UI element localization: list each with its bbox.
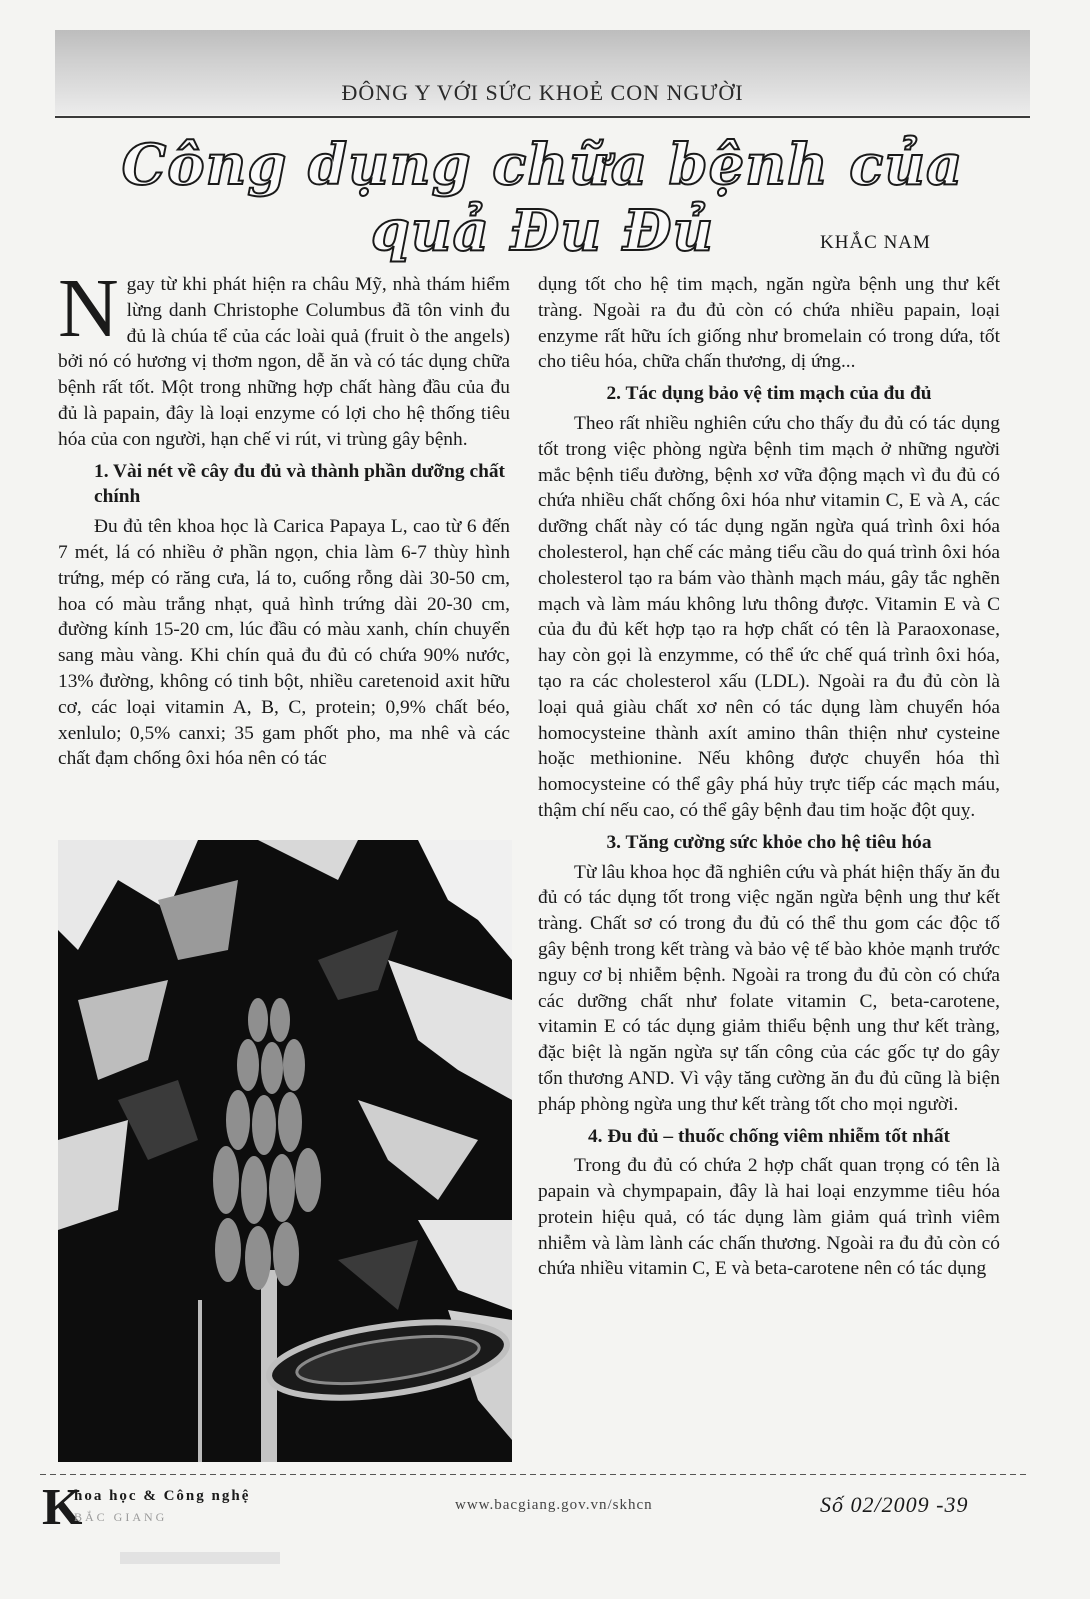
footer-rule xyxy=(40,1474,1030,1475)
logo-name: hoa học & Công nghệ xyxy=(74,1488,251,1504)
drop-cap: N xyxy=(58,262,119,355)
left-column xyxy=(58,262,510,772)
heading-1: 1. Vài nét về cây đu đủ và thành phần dưỡng chất chính xyxy=(94,460,506,508)
paragraph-0: dụng tốt cho hệ tim mạch, ngăn ngừa bệnh ung thư kết tràng. Ngoài ra đu đủ còn có chứa nhiều papain, loại enzyme rất hữu ích giống như bromelain có trong dứa, tốt cho tiêu hóa, chữa chấn thương, dị ứng... xyxy=(538,274,1000,373)
website-url: www.bacgiang.gov.vn/skhcn xyxy=(455,1497,653,1513)
heading-2: 2. Tác dụng bảo vệ tim mạch của đu đủ xyxy=(606,383,932,405)
paragraph-3: Từ lâu khoa học đã nghiên cứu và phát hiện thấy ăn đu đủ có tác dụng tốt trong việc ngăn ngừa bệnh ung thư kết tràng. Chất sơ có trong đu đủ có thể thu gom các độc tố gây bệnh trong kết tràng và bảo vệ tế bào khỏe mạnh trước nguy cơ bị nhiễm bệnh. Ngoài ra trong đu đủ còn có chứa các dưỡng chất như folate vitamin C, beta-carotene, vitamin E có tác dụng giảm thiểu bệnh ung thư kết tràng, đặc biệt là ngăn ngừa sự tấn công của các gốc tự do gây tổn thương AND. Vì vậy tăng cường ăn đu đủ cũng là biện pháp phòng ngừa ung thư kết tràng tốt cho mọi người. xyxy=(538,861,1000,1115)
article-title: Công dụng chữa bệnh của quả Đu Đủ xyxy=(121,132,964,264)
logo-subtitle: BẮC GIANG xyxy=(74,1510,168,1524)
papaya-tree-image xyxy=(58,840,512,1462)
logo-letter: K xyxy=(42,1479,83,1536)
right-column xyxy=(538,272,1000,1282)
author-name: KHẮC NAM xyxy=(820,232,931,253)
intro-paragraph xyxy=(58,262,510,453)
magazine-logo xyxy=(42,1479,342,1536)
intro-text: gay từ khi phát hiện ra châu Mỹ, nhà thám hiểm lừng danh Christophe Columbus đã tôn vinh đu đủ là chúa tể của các loài quả (fruit ò the angels) bởi nó có hương vị thơm ngon, dễ ăn và có tác dụng chữa bệnh rất tốt. Một trong những hợp chất hàng đầu của đu đủ là papain, đây là loại enzyme có lợi cho hệ thống tiêu hóa của con người, hạn chế vi rút, vi trùng gây bệnh. xyxy=(58,274,510,450)
section-title: ĐÔNG Y VỚI SỨC KHOẺ CON NGƯỜI xyxy=(341,80,744,105)
issue-number: Số 02/2009 -39 xyxy=(820,1492,969,1517)
paragraph-4: Trong đu đủ có chứa 2 hợp chất quan trọng có tên là papain và chympapain, đây là hai loại enzymme tiêu hóa protein hiệu quả, có tác dụng làm giảm quá trình viêm nhiễm và làm lành các chấn thương. Ngoài ra đu đủ còn có chứa nhiều vitamin C, E và beta-carotene nên có tác dụng xyxy=(538,1155,1000,1280)
heading-4: 4. Đu đủ – thuốc chống viêm nhiễm tốt nhất xyxy=(587,1125,950,1147)
heading-3: 3. Tăng cường sức khỏe cho hệ tiêu hóa xyxy=(606,831,932,853)
paragraph-2: Theo rất nhiều nghiên cứu cho thấy đu đủ có tác dụng tốt trong việc phòng ngừa bệnh tim mạch ở những người mắc bệnh tiểu đường, bệnh xơ vữa động mạch vì đu đủ có chứa nhiều chất chống ôxi hóa như vitamin C, E và A, các dưỡng chất này có tác dụng ngăn ngừa quá trình ôxi hóa cholesterol, hạn chế các mảng tiểu cầu do quá trình ôxi hóa cholesterol tạo ra bám vào thành mạch máu, gây tắc nghẽn mạch và làm máu không lưu thông được. Vitamin E và C của đu đủ kết hợp tạo ra hợp chất có tên là Paraoxonase, hay còn gọi là enzymme, có thể ức chế quá trình ôxi hóa, tạo ra các cholesterol xấu (LDL). Ngoài ra đu đủ còn là loại quả giàu chất xơ nên có tác dụng làm chuyển hóa homocysteine thành axít amino thân thiện như cysteine hoặc methionine. Nếu không được chuyển hóa thì homocysteine có thể gây phá hủy trực tiếp các mạch máu, thậm chí nếu cao, có thể gây bệnh đau tim hoặc đột quỵ. xyxy=(538,412,1000,821)
header-rule xyxy=(55,116,1030,118)
scan-artifact xyxy=(120,1552,280,1564)
papaya-tree-photo xyxy=(58,840,512,1462)
paragraph-1: Đu đủ tên khoa học là Carica Papaya L, cao từ 6 đến 7 mét, lá có nhiều ở phần ngọn, chia làm 6-7 thùy hình trứng, mép có răng cưa, lá to, cuống rỗng dài 30-50 cm, hoa có màu trắng nhạt, quả hình trứng dài 20-30 cm, đường kính 15-20 cm, lúc đầu có màu xanh, chín chuyển sang màu vàng. Khi chín quả đu đủ có chứa 90% nước, 13% đường, không có tinh bột, nhiều caretenoid axit hữu cơ, các loại vitamin A, B, C, protein; 0,9% chất béo, xenlulo; 0,5% canxi; 35 gam phốt pho, ma nhê và các chất đạm chống ôxi hóa nên có tác xyxy=(58,516,510,770)
